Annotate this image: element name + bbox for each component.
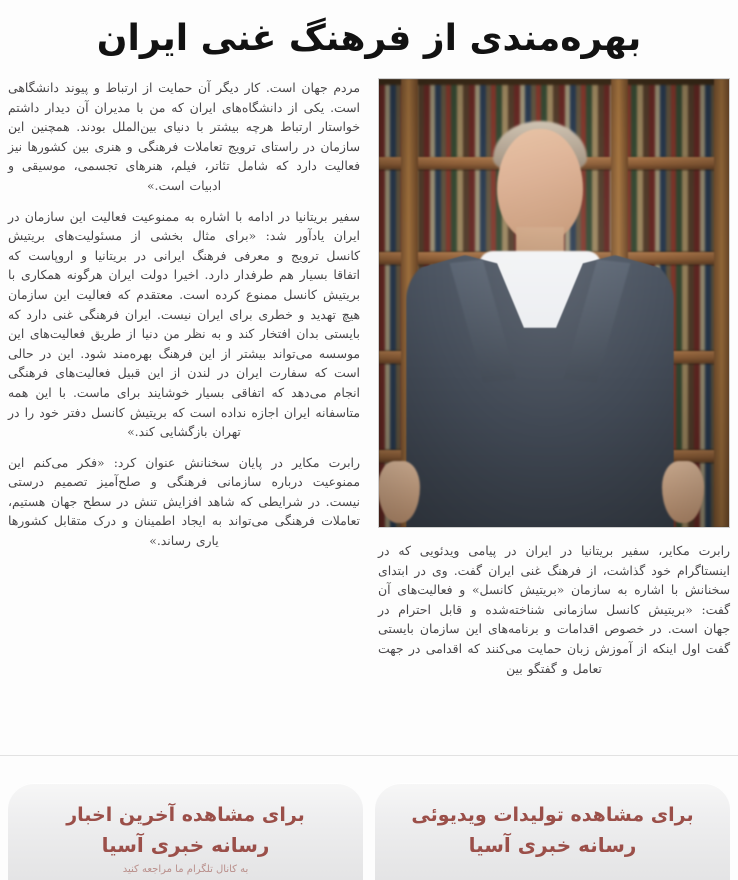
article-paragraph: مردم جهان است. کار دیگر آن حمایت از ارتباط و پیوند دانشگاهی است. یکی از دانشگاه‌های ایران که من با مدیران آن دیدار داشتم خواستار ارتباط هرچه بیشتر با دنیای بین‌الملل بودند. همچنین این سازمان در راستای ترویج تعاملات فرهنگی و هنری بین کشورها نیز فعالیت دارد که شامل تئاتر، فیلم، هنرهای تجسمی، موسیقی و ادبیات است.»: [8, 80, 360, 193]
column-right: [369, 78, 730, 750]
column-left: [8, 78, 369, 750]
promo-banner-news-note: به کانال تلگرام ما مراجعه کنید: [122, 864, 249, 875]
article-paragraph: سفیر بریتانیا در ادامه با اشاره به ممنوعیت فعالیت این سازمان در ایران یادآور شد: «برای مثال بخشی از مسئولیت‌های بریتیش کانسل ترویج و معرفی فرهنگ ایرانی در بریتانیا و اروپاست که اتفاقا بسیار هم طرفدار دارد. اخیرا دولت ایران هرگونه همکاری با بریتیش کانسل ممنوع کرده است. معتقدم که فعالیت این سازمان هیچ تهدید و خطری برای ایران نیست. ایران فرهنگی غنی دارد که بایستی بدان افتخار کند و به نظر من دنیا از طریق فعالیت‌های این موسسه می‌تواند بیشتر از این فرهنگ بهره‌مند شود. این در حالی است که سفارت ایران در لندن از این قبیل فعالیت‌های فرهنگی انجام می‌دهد که اتفاقی بسیار خوشایند برای ماست. با این همه متاسفانه ایران اجازه نداده است که بریتیش کانسل دفتر خود را در تهران بازگشایی کند.»: [8, 208, 360, 440]
promo-banner-news[interactable]: [8, 783, 363, 880]
article-paragraph: رابرت مکایر در پایان سخنانش عنوان کرد: «فکر می‌کنم این ممنوعیت درباره سازمانی فرهنگی و صلح‌آمیز تصمیم درستی نیست. در شرایطی که شاهد افزایش تنش در سطح جهان هستیم، تعاملات فرهنگی می‌تواند به ایجاد اطمینان و درک متقابل کشورها یاری رساند.»: [8, 454, 360, 549]
promo-banner-news-line-1: برای مشاهده آخرین اخبار: [66, 804, 305, 826]
headline-container: [0, 8, 738, 70]
article-body: [0, 78, 738, 750]
person-hand-right: [662, 461, 704, 523]
promo-banner-video-line-2: رسانه خبری آسیا: [468, 833, 637, 857]
person-figure: [379, 79, 729, 527]
article-photo: [379, 79, 729, 527]
person-head: [497, 129, 583, 241]
article-paragraph: رابرت مکایر، سفیر بریتانیا در ایران در پیامی ویدئویی که در اینستاگرام خود گذاشت، از فرهنگ غنی ایران گفت. وی در ابتدای سخنانش با اشاره به سازمان «بریتیش کانسل» و فعالیت‌های آن گفت: «بریتیش کانسل سازمانی شناخته‌شده و قابل احترام در جهان است. در خصوص اقدامات و برنامه‌های این سازمان بایستی گفت اول اینکه از آموزش زبان حمایت می‌کنند که اقدامی در جهت تعامل و گفتگو بین: [378, 543, 730, 676]
promo-banner-row: [0, 783, 738, 880]
promo-banner-news-line-2: رسانه خبری آسیا: [101, 833, 270, 857]
article-photo-frame: [378, 78, 730, 528]
promo-banner-video-line-1: برای مشاهده تولیدات ویدیوئی: [411, 804, 694, 826]
promo-banner-video[interactable]: [375, 783, 730, 880]
page-title: بهره‌مندی از فرهنگ غنی ایران: [96, 18, 642, 60]
section-divider: [0, 755, 738, 756]
